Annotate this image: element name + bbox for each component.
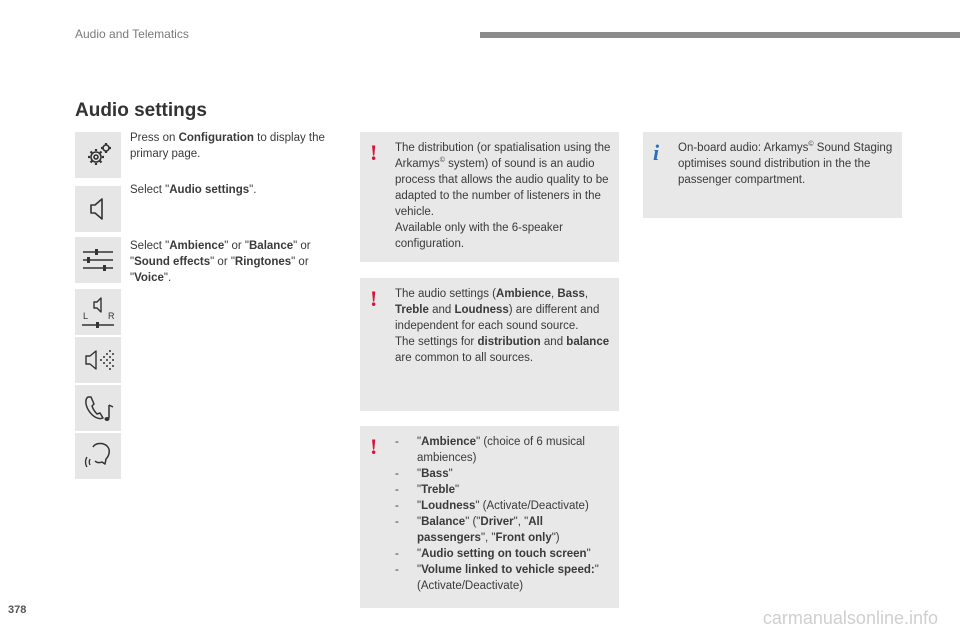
list-item: - "Audio setting on touch screen": [395, 548, 591, 560]
step-audio-settings: Select "Audio settings".: [130, 184, 257, 196]
sound-spatialisation-icon: [81, 345, 115, 375]
step-configuration: Press on Configuration to display the primary page.: [130, 132, 325, 160]
note-audio-settings: ! The audio settings (Ambience, Bass, Treble and Loudness) are different and independent for each sound source. The settings for distribution and balance are common to all sources.: [360, 278, 619, 411]
balance-icon-box: [75, 289, 121, 335]
phone-ringtone-icon: [81, 391, 115, 425]
balance-lr-icon: [80, 295, 116, 329]
warning-icon: !: [370, 434, 378, 459]
svg-text:L: L: [83, 311, 89, 321]
watermark: carmanualsonline.info: [762, 608, 938, 628]
info-icon: i: [653, 140, 660, 165]
speaker-icon: [83, 194, 113, 224]
note-options-list: [360, 426, 619, 608]
svg-text:R: R: [108, 311, 115, 321]
gear-icon: [83, 140, 113, 170]
voice-icon-box: [75, 433, 121, 479]
configuration-icon-box: [75, 132, 121, 178]
configuration-label: Configuration: [178, 132, 254, 144]
step-ambience: Select "Ambience" or "Balance" or "Sound effects" or "Ringtones" or "Voice".: [130, 240, 311, 284]
page-title: Audio settings: [75, 100, 207, 121]
equalizer-sliders-icon: [81, 245, 115, 275]
audio-settings-label: Audio settings: [169, 184, 250, 196]
list-item: - "Volume linked to vehicle speed:" (Activate/Deactivate): [395, 564, 599, 592]
list-item: - "Bass": [395, 468, 453, 480]
header-title: Audio and Telematics: [75, 27, 189, 41]
header-bar: [480, 32, 960, 38]
ambience-icon-box: [75, 237, 121, 283]
list-item: - "Balance" ("Driver", "All passengers", "Front only"): [395, 516, 560, 544]
warning-icon: !: [370, 286, 378, 311]
audio-settings-icon-box: [75, 186, 121, 232]
page-number: 378: [8, 604, 27, 616]
list-item: - "Ambience" (choice of 6 musical ambiences): [395, 436, 585, 464]
note-distribution: ! The distribution (or spatialisation using the Arkamys© system) of sound is an audio process that allows the audio quality to be adapted to the number of listeners in the vehicle. Available only with the 6-speaker configuration.: [360, 132, 619, 262]
ringtones-icon-box: [75, 385, 121, 431]
warning-icon: !: [370, 140, 378, 165]
list-item: - "Treble": [395, 484, 460, 496]
list-item: - "Loudness" (Activate/Deactivate): [395, 500, 589, 512]
voice-icon: [81, 439, 115, 473]
note-arkamys: i On-board audio: Arkamys© Sound Staging optimises sound distribution in the the passenger compartment.: [643, 132, 902, 218]
sound-effects-icon-box: [75, 337, 121, 383]
options-list: [395, 434, 611, 594]
